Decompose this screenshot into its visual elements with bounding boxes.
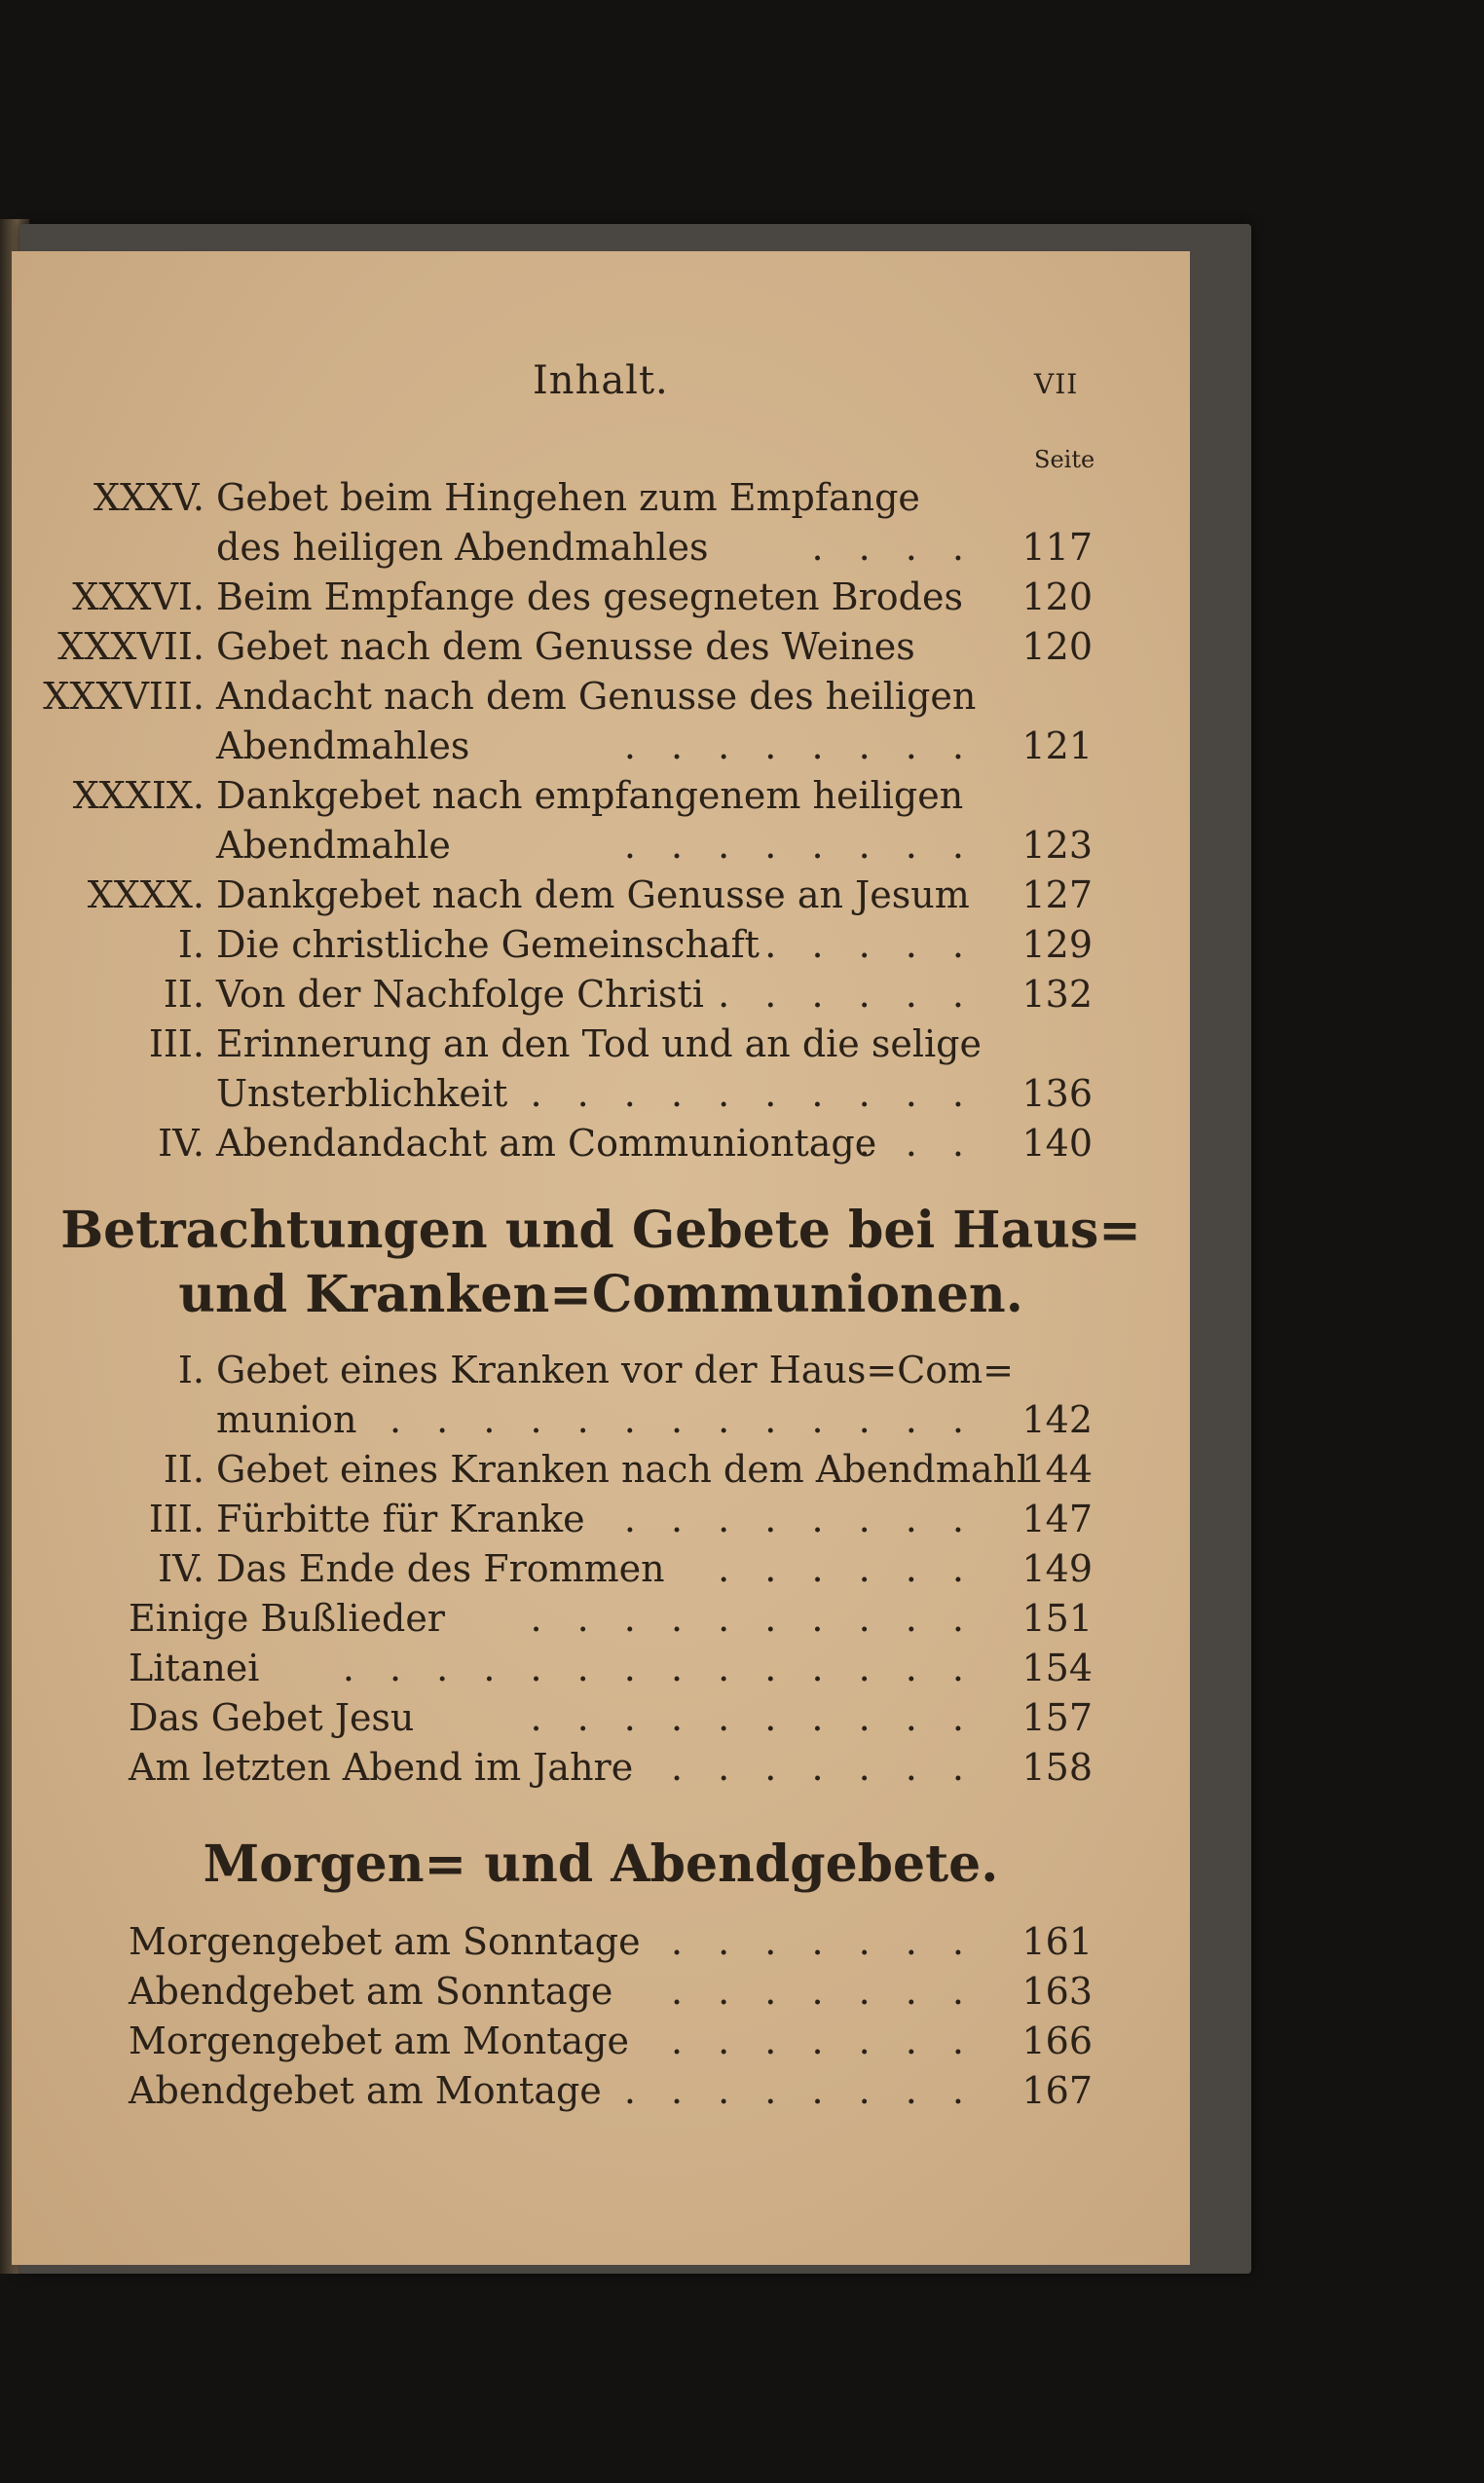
toc-entry-title: Gebet eines Kranken vor der Haus=Com= — [216, 1349, 1015, 1391]
toc-entry-title: Abendgebet am Sonntage — [129, 1970, 613, 2013]
toc-entry-title: Unsterblichkeit — [216, 1072, 508, 1115]
toc-leader-dots: . . . — [858, 1122, 976, 1165]
toc-entry-number: I. — [177, 923, 204, 966]
toc-entry-title: Morgengebet am Sonntage — [129, 1920, 641, 1963]
toc-entry-line — [12, 1121, 1190, 1166]
toc-page-number: 132 — [1021, 973, 1093, 1016]
toc-page-number: 154 — [1021, 1647, 1093, 1689]
book-page — [12, 251, 1190, 2265]
section-heading: Betrachtungen und Gebete bei Haus= — [60, 1201, 1141, 1260]
section-heading: Morgen= und Abendgebete. — [203, 1834, 999, 1894]
toc-entry-line — [12, 624, 1190, 669]
toc-leader-dots: . . . . . . . — [670, 1920, 976, 1963]
toc-entry-title: Morgengebet am Montage — [129, 2020, 629, 2062]
toc-entry-line — [12, 1745, 1190, 1790]
toc-entry-title: Abendmahle — [216, 824, 451, 867]
toc-entry-title: Fürbitte für Kranke — [216, 1498, 585, 1540]
toc-entry-title: Gebet nach dem Genusse des Weines — [216, 625, 915, 668]
toc-entry-line — [12, 2068, 1190, 2113]
toc-page-number: 161 — [1021, 1920, 1093, 1963]
toc-page-number: 144 — [1021, 1448, 1093, 1491]
toc-leader-dots: . . . . . . . — [670, 1970, 976, 2013]
toc-entry-line — [12, 1021, 1190, 1066]
toc-entry-line — [12, 2019, 1190, 2063]
toc-entry-title: Dankgebet nach empfangenem heiligen — [216, 774, 964, 817]
toc-leader-dots: . . . . . . . . . . . . . . — [342, 1647, 976, 1689]
toc-leader-dots: . . . . . . . . . . — [530, 1072, 976, 1115]
toc-entry-line — [12, 1919, 1190, 1964]
toc-page-number: 120 — [1021, 575, 1093, 618]
toc-entry-number: XXXVI. — [72, 575, 204, 618]
toc-entry-title: munion — [216, 1398, 357, 1441]
toc-entry-title: Einige Bußlieder — [129, 1597, 445, 1640]
toc-leader-dots: . . . . — [811, 526, 976, 569]
toc-leader-dots: . . . . . . . . . . — [530, 1597, 976, 1640]
toc-entry-title: Abendmahles — [216, 724, 470, 767]
toc-page-number: 149 — [1021, 1547, 1093, 1590]
toc-entry-line — [12, 922, 1190, 967]
toc-entry-number: I. — [177, 1349, 204, 1391]
toc-entry-title: Erinnerung an den Tod und an die selige — [216, 1022, 982, 1065]
toc-entry-line — [12, 1348, 1190, 1392]
toc-entry-number: II. — [163, 973, 204, 1016]
toc-entry-line — [12, 1969, 1190, 2014]
toc-entry-line — [12, 1695, 1190, 1740]
toc-page-number: 121 — [1021, 724, 1093, 767]
toc-entry-number: III. — [148, 1498, 204, 1540]
toc-entry-number: XXXX. — [87, 873, 204, 916]
toc-entry-line — [12, 1646, 1190, 1690]
toc-entry-title: Das Gebet Jesu — [129, 1696, 415, 1739]
toc-entry-line — [12, 1447, 1190, 1492]
toc-entry-line — [12, 674, 1190, 719]
toc-page-number: 142 — [1021, 1398, 1093, 1441]
toc-page-number: 123 — [1021, 824, 1093, 867]
toc-page-number: 163 — [1021, 1970, 1093, 2013]
toc-entry-title: Die christliche Gemeinschaft — [216, 923, 760, 966]
toc-entry-line — [12, 525, 1190, 570]
toc-entry-title: Gebet beim Hingehen zum Empfange — [216, 476, 920, 519]
toc-entry-number: XXXVII. — [57, 625, 204, 668]
toc-page-number: 157 — [1021, 1696, 1093, 1739]
toc-entry-title: Am letzten Abend im Jahre — [129, 1746, 634, 1789]
toc-leader-dots: . . . . . . . . — [623, 724, 976, 767]
toc-entry-number: II. — [163, 1448, 204, 1491]
toc-entry-line — [12, 872, 1190, 917]
toc-entry-number: III. — [148, 1022, 204, 1065]
toc-leader-dots: . . . . . . — [718, 973, 976, 1016]
toc-entry-number: IV. — [158, 1122, 204, 1165]
toc-entry-line — [12, 773, 1190, 818]
toc-leader-dots: . . . . . . . . — [623, 2069, 976, 2112]
toc-page-number: 129 — [1021, 923, 1093, 966]
toc-page-number: 136 — [1021, 1072, 1093, 1115]
toc-entry-title: des heiligen Abendmahles — [216, 526, 709, 569]
page-folio: VII — [1034, 368, 1079, 400]
toc-entry-line — [12, 1546, 1190, 1591]
toc-leader-dots: . . . . . . . . . . — [530, 1696, 976, 1739]
toc-entry-title: Von der Nachfolge Christi — [216, 973, 704, 1016]
toc-entry-number: XXXV. — [93, 476, 204, 519]
section-heading: und Kranken=Communionen. — [178, 1265, 1023, 1324]
toc-page-number: 120 — [1021, 625, 1093, 668]
toc-entry-line — [12, 1397, 1190, 1442]
toc-entry-line — [12, 1596, 1190, 1641]
toc-leader-dots: . . . . . . . — [670, 1746, 976, 1789]
toc-page-number: 117 — [1021, 526, 1093, 569]
toc-entry-line — [12, 1497, 1190, 1541]
toc-leader-dots: . . . . . . . . — [623, 1498, 976, 1540]
toc-leader-dots: . . . . . — [764, 923, 976, 966]
toc-page-number: 127 — [1021, 873, 1093, 916]
toc-leader-dots: . . . . . . . . . . . . . — [390, 1398, 976, 1441]
toc-leader-dots: . . . . . . — [718, 1547, 976, 1590]
toc-entry-number: IV. — [158, 1547, 204, 1590]
toc-entry-number: XXXIX. — [72, 774, 204, 817]
toc-page-number: 167 — [1021, 2069, 1093, 2112]
running-head-title: Inhalt. — [533, 358, 669, 403]
toc-entry-line — [12, 823, 1190, 868]
toc-entry-title: Beim Empfange des gesegneten Brodes — [216, 575, 963, 618]
toc-entry-title: Abendandacht am Communiontage — [216, 1122, 877, 1165]
toc-entry-title: Dankgebet nach dem Genusse an Jesum — [216, 873, 970, 916]
toc-entry-title: Litanei — [129, 1647, 260, 1689]
toc-leader-dots: . . . . . . . . — [623, 824, 976, 867]
toc-entry-number: XXXVIII. — [43, 675, 204, 718]
toc-entry-title: Gebet eines Kranken nach dem Abendmahl — [216, 1448, 1029, 1491]
page-column-label: Seite — [1034, 446, 1095, 473]
toc-page-number: 151 — [1021, 1597, 1093, 1640]
toc-entry-line — [12, 723, 1190, 768]
toc-entry-line — [12, 574, 1190, 619]
toc-page-number: 147 — [1021, 1498, 1093, 1540]
toc-page-number: 158 — [1021, 1746, 1093, 1789]
toc-leader-dots: . . . . . . . — [670, 2020, 976, 2062]
toc-entry-title: Andacht nach dem Genusse des heiligen — [216, 675, 977, 718]
toc-entry-title: Abendgebet am Montage — [129, 2069, 602, 2112]
toc-entry-line — [12, 972, 1190, 1017]
toc-entry-line — [12, 475, 1190, 520]
toc-page-number: 166 — [1021, 2020, 1093, 2062]
toc-page-number: 140 — [1021, 1122, 1093, 1165]
toc-entry-title: Das Ende des Frommen — [216, 1547, 665, 1590]
toc-entry-line — [12, 1071, 1190, 1116]
